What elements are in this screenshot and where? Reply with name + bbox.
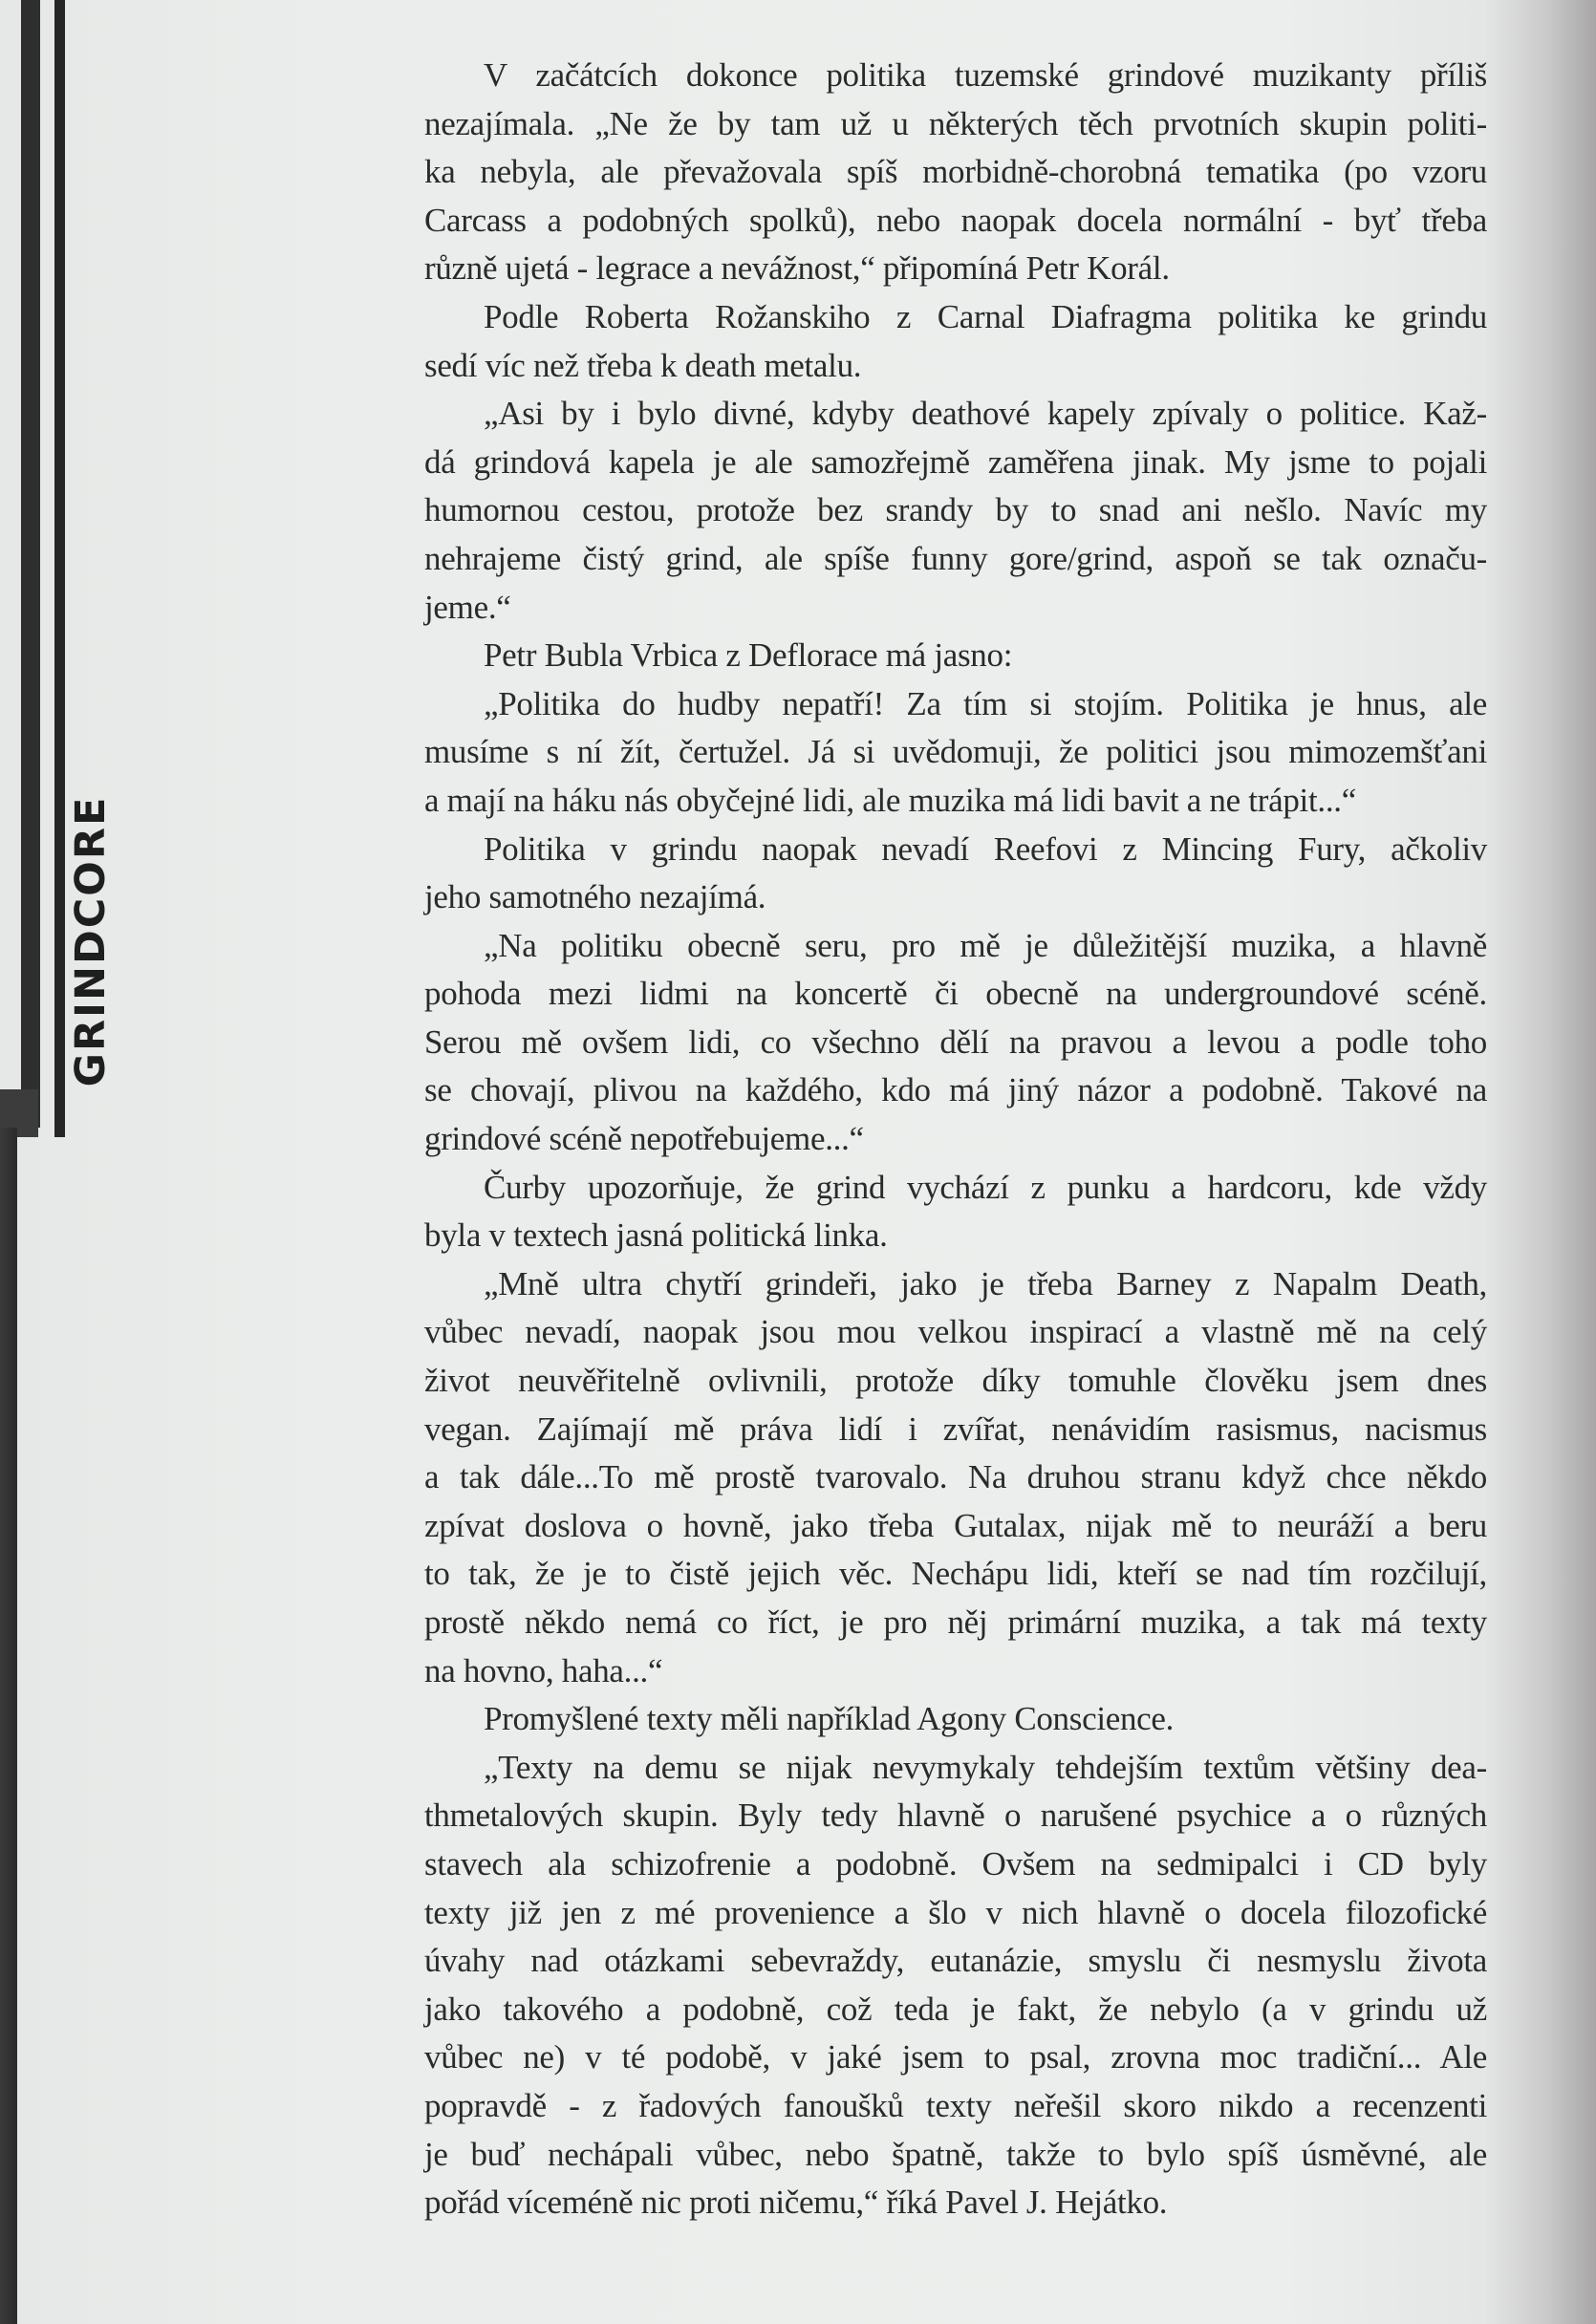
text-line: a mají na háku nás obyčejné lidi, ale muzika má lidi bavit a ne trápit...“ (424, 781, 1356, 819)
text-line: jako takového a podobně, což teda je fakt, že nebylo (a v grindu už (424, 1990, 1487, 2028)
text-line: V začátcích dokonce politika tuzemské grindové muzikanty příliš (484, 56, 1487, 94)
text-line: to tak, že je to čistě jejich věc. Nechápu lidi, kteří se nad tím rozčilují, (424, 1555, 1487, 1593)
text-line: je buď nechápali vůbec, nebo špatně, takže to bylo spíš úsměvné, ale (424, 2135, 1487, 2173)
text-line: Podle Roberta Rožanskiho z Carnal Diafragma politika ke grindu (484, 297, 1487, 335)
text-line: na hovno, haha...“ (424, 1651, 663, 1689)
text-line: nehrajeme čistý grind, ale spíše funny gore/grind, aspoň se tak označu- (424, 539, 1487, 577)
text-line: nezajímala. „Ne že by tam už u některých těch prvotních skupin politi- (424, 104, 1487, 142)
paragraph (424, 680, 1487, 826)
text-line: různě ujetá - legrace a nevážnost,“ připomíná Petr Korál. (424, 249, 1170, 288)
paragraph (424, 826, 1487, 922)
spine-bar-outer (21, 0, 40, 1128)
text-line: život neuvěřitelně ovlivnili, protože díky tomuhle člověku jsem dnes (424, 1362, 1487, 1400)
text-line: „Politika do hudby nepatří! Za tím si stojím. Politika je hnus, ale (484, 684, 1487, 722)
text-line: ka nebyla, ale převažovala spíš morbidně-chorobná tematika (po vzoru (424, 153, 1487, 191)
text-line: texty již jen z mé provenience a šlo v nich hlavně o docela filozofické (424, 1893, 1487, 1931)
text-line: byla v textech jasná politická linka. (424, 1216, 888, 1255)
paragraph (424, 390, 1487, 632)
text-line: vůbec nevadí, naopak jsou mou velkou inspirací a vlastně mě na celý (424, 1313, 1487, 1351)
paragraph (424, 1164, 1487, 1260)
section-label-vertical: GRINDCORE (67, 795, 115, 1087)
text-line: zpívat doslova o hovně, jako třeba Gutalax, nijak mě to neuráží a beru (424, 1506, 1487, 1544)
paragraph (424, 1695, 1487, 1744)
paragraph (424, 1744, 1487, 2227)
text-line: dá grindová kapela je ale samozřejmě zaměřena jinak. My jsme to pojali (424, 442, 1487, 481)
text-line: „Asi by i bylo divné, kdyby deathové kapely zpívaly o politice. Kaž- (484, 395, 1487, 433)
text-line: thmetalových skupin. Byly tedy hlavně o narušené psychice a o různých (424, 1797, 1487, 1835)
text-line: a tak dále...To mě prostě tvarovalo. Na druhou stranu když chce někdo (424, 1458, 1487, 1496)
text-line: „Mně ultra chytří grindeři, jako je třeba Barney z Napalm Death, (484, 1264, 1487, 1302)
text-line: „Na politiku obecně seru, pro mě je důležitější muzika, a hlavně (484, 926, 1487, 964)
paragraph (424, 922, 1487, 1164)
text-line: jeme.“ (424, 588, 511, 626)
text-line: pohoda mezi lidmi na koncertě či obecně na undergroundové scéně. (424, 975, 1487, 1013)
text-line: prostě někdo nemá co říct, je pro něj primární muzika, a tak má texty (424, 1603, 1487, 1641)
text-line: Politika v grindu naopak nevadí Reefovi z Mincing Fury, ačkoliv (484, 829, 1487, 868)
text-line: vůbec ne) v té podobě, v jaké jsem to psal, zrovna moc tradiční... Ale (424, 2038, 1487, 2077)
text-line: musíme s ní žít, čertužel. Já si uvědomuji, že politici jsou mimozemšťani (424, 733, 1487, 771)
text-line: „Texty na demu se nijak nevymykaly tehdejším textům většiny dea- (484, 1748, 1487, 1786)
text-line: sedí víc než třeba k death metalu. (424, 346, 862, 384)
text-line: Čurby upozorňuje, že grind vychází z punku a hardcoru, kde vždy (484, 1168, 1487, 1206)
text-line: vegan. Zajímají mě práva lidí i zvířat, nenávidím rasismus, nacismus (424, 1409, 1487, 1448)
text-line: Petr Bubla Vrbica z Deflorace má jasno: (484, 636, 1013, 675)
spine-shadow (0, 1128, 17, 2324)
text-line: stavech ala schizofrenie a podobně. Ovšem na sedmipalci i CD byly (424, 1844, 1487, 1883)
paragraph (424, 293, 1487, 390)
paragraph (424, 1260, 1487, 1695)
text-line: popravdě - z řadových fanoušků texty neřešil skoro nikdo a recenzenti (424, 2086, 1487, 2124)
text-line: Promyšlené texty měli například Agony Conscience. (484, 1700, 1175, 1738)
paragraph (424, 632, 1487, 680)
text-line: se chovají, plivou na každého, kdo má jiný názor a podobně. Takové na (424, 1071, 1487, 1109)
text-line: grindové scéně nepotřebujeme...“ (424, 1120, 864, 1158)
text-line: pořád víceméně nic proti ničemu,“ říká Pavel J. Hejátko. (424, 2184, 1168, 2222)
text-line: humornou cestou, protože bez srandy by to snad ani nešlo. Navíc my (424, 491, 1487, 529)
text-line: Serou mě ovšem lidi, co všechno dělí na pravou a levou a podle toho (424, 1022, 1487, 1061)
text-line: Carcass a podobných spolků), nebo naopak docela normální - byť třeba (424, 201, 1487, 239)
article-body (424, 52, 1487, 2227)
spine-bar-inner (54, 0, 65, 1137)
text-line: jeho samotného nezajímá. (424, 878, 766, 916)
text-line: úvahy nad otázkami sebevraždy, eutanázie, smyslu či nesmyslu života (424, 1942, 1487, 1980)
paragraph (424, 52, 1487, 293)
